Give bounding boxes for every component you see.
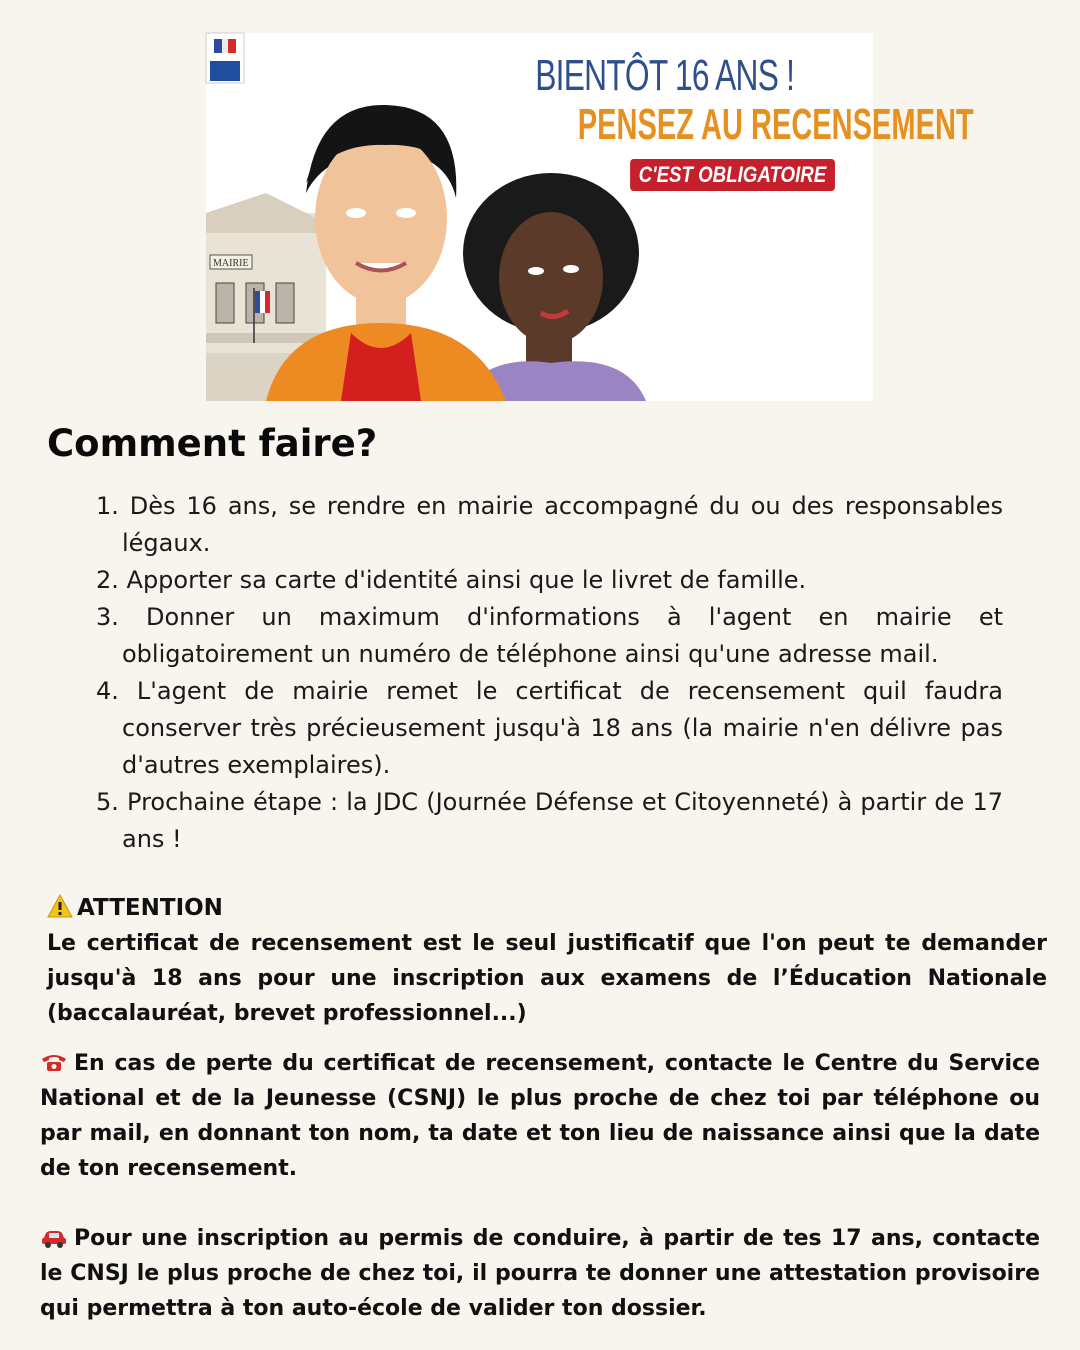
lost-certificate-block: [40, 1046, 1040, 1186]
recensement-banner: [206, 33, 974, 401]
warning-icon: [47, 894, 73, 918]
banner-title-line2: PENSEZ AU RECENSEMENT: [577, 100, 974, 149]
banner-headline: [435, 51, 974, 191]
lost-certificate-text: En cas de perte du certificat de recensement, contacte le Centre du Service National et de la Jeunesse (CSNJ) le plus proche de chez toi par téléphone ou par mail, en donnant ton nom, ta date et ton lieu de naissance ainsi que la date de ton recensement.: [40, 1051, 1040, 1181]
step-item: 1. Dès 16 ans, se rendre en mairie accompagné du ou des responsables légaux.: [96, 492, 1003, 557]
driving-license-text: Pour une inscription au permis de conduire, à partir de tes 17 ans, contacte le CNSJ le plus proche de chez toi, il pourra te donner une attestation provisoire qui permettra à ton auto-école de valider ton dossier.: [40, 1226, 1040, 1321]
steps-list: [96, 488, 1003, 858]
ministry-logo-icon: [206, 33, 244, 83]
page-title: Comment faire?: [47, 422, 378, 465]
attention-heading: [47, 891, 223, 926]
step-item: 3. Donner un maximum d'informations à l'agent en mairie et obligatoirement un numéro de téléphone ainsi qu'une adresse mail.: [96, 603, 1003, 668]
step-item: 4. L'agent de mairie remet le certificat de recensement quil faudra conserver très précieusement jusqu'à 18 ans (la mairie n'en délivre pas d'autres exemplaires).: [96, 677, 1003, 779]
driving-license-block: [40, 1221, 1040, 1326]
obligatory-badge: C'EST OBLIGATOIRE: [630, 159, 835, 191]
car-icon: [40, 1226, 68, 1248]
mairie-sign: MAIRIE: [213, 258, 249, 269]
attention-text: Le certificat de recensement est le seul justificatif que l'on peut te demander jusqu'à 18 ans pour une inscription aux examens de l’Éducation Nationale (baccalauréat, brevet professionnel...): [47, 931, 1047, 1026]
attention-label: ATTENTION: [77, 895, 223, 921]
telephone-icon: [40, 1051, 68, 1073]
step-item: 5. Prochaine étape : la JDC (Journée Défense et Citoyenneté) à partir de 17 ans !: [96, 788, 1003, 853]
step-item: 2. Apporter sa carte d'identité ainsi que le livret de famille.: [96, 566, 807, 594]
banner-title-line1: BIENTÔT 16 ANS !: [535, 51, 795, 100]
